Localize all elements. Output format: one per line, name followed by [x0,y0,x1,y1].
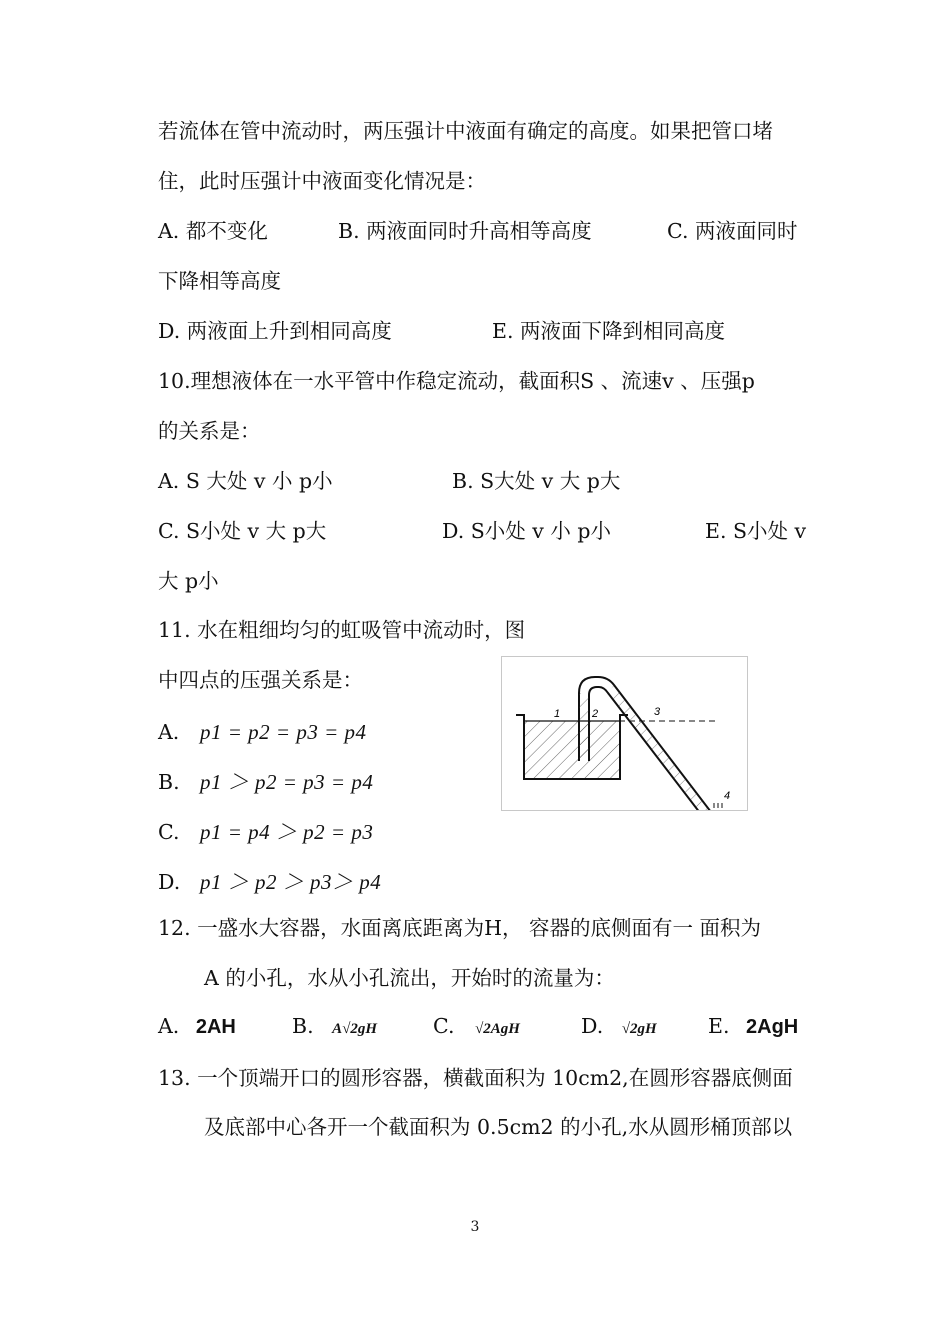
q11-stem: 11. 水在粗细均匀的虹吸管中流动时，图 [158,618,526,642]
q9-option-e: E. 两液面下降到相同高度 [492,319,725,343]
formula: p1 ＞ p2 ＞ p3＞ p4 [200,870,382,894]
option-value: √2AgH [475,1021,520,1037]
q13-stem-cont: 及底部中心各开一个截面积为 0.5cm2 的小孔,水从圆形桶顶部以 [204,1115,793,1139]
q13-stem: 13. 一个顶端开口的圆形容器，横截面积为 10cm2,在圆形容器底侧面 [158,1066,793,1090]
q12-option-a [158,1012,236,1041]
q10-option-d: D. S小处 v 小 p小 [442,519,612,543]
q12-option-b [292,1012,377,1043]
option-label: A. [158,720,180,744]
q9-option-c: C. 两液面同时 [667,219,798,243]
q12-option-c [433,1012,520,1043]
option-value: 2AH [195,1016,236,1038]
option-label: C. [433,1014,455,1038]
q12-stem: 12. 一盛水大容器，水面离底距离为H， 容器的底侧面有一 面积为 [158,916,762,940]
formula: p1 = p2 = p3 = p4 [200,720,367,744]
q9-option-d: D. 两液面上升到相同高度 [158,319,392,343]
option-label: E. [708,1014,730,1038]
siphon-figure [501,656,748,811]
page-number: 3 [470,1219,480,1235]
option-value: √2gH [621,1021,657,1037]
q11-option-c [158,818,374,846]
option-label: D. [581,1014,604,1038]
option-label: B. [158,770,180,794]
formula: p1 = p4 ＞ p2 = p3 [200,820,374,844]
option-label: B. [292,1014,314,1038]
q11-option-d [158,868,382,896]
point-1-label: 1 [554,708,561,720]
siphon-diagram [502,657,747,810]
q11-option-b [158,768,374,796]
q11-option-a [158,718,367,746]
option-label: D. [158,870,181,894]
formula: p1 ＞ p2 = p3 = p4 [200,770,374,794]
q9-option-a: A. 都不变化 [158,219,268,243]
text-line: 住，此时压强计中液面变化情况是： [158,169,486,193]
q10-option-b: B. S大处 v 大 p大 [452,469,621,493]
q12-option-e [708,1012,798,1041]
option-label: C. [158,820,180,844]
q10-stem: 10.理想液体在一水平管中作稳定流动，截面积S 、流速v 、压强p [158,369,755,393]
q11-stem-cont: 中四点的压强关系是： [158,668,363,692]
q10-option-a: A. S 大处 v 小 p小 [158,469,333,493]
q12-option-d [581,1012,657,1043]
q9-option-c-cont: 下降相等高度 [158,269,281,293]
point-3-label: 3 [654,706,661,718]
q10-option-c: C. S小处 v 大 p大 [158,519,327,543]
q10-option-e: E. S小处 v [705,519,807,543]
point-2-label: 2 [592,708,599,720]
option-value: 2AgH [746,1016,799,1038]
q9-option-b: B. 两液面同时升高相等高度 [338,219,592,243]
option-value: A√2gH [332,1021,378,1037]
option-label: A. [158,1014,180,1038]
point-4-label: 4 [724,790,731,802]
q12-stem-cont: A 的小孔，水从小孔流出，开始时的流量为： [204,966,615,990]
text-line: 若流体在管中流动时，两压强计中液面有确定的高度。如果把管口堵 [158,119,773,143]
q10-option-e-cont: 大 p小 [158,569,219,593]
q10-stem-cont: 的关系是： [158,419,261,443]
